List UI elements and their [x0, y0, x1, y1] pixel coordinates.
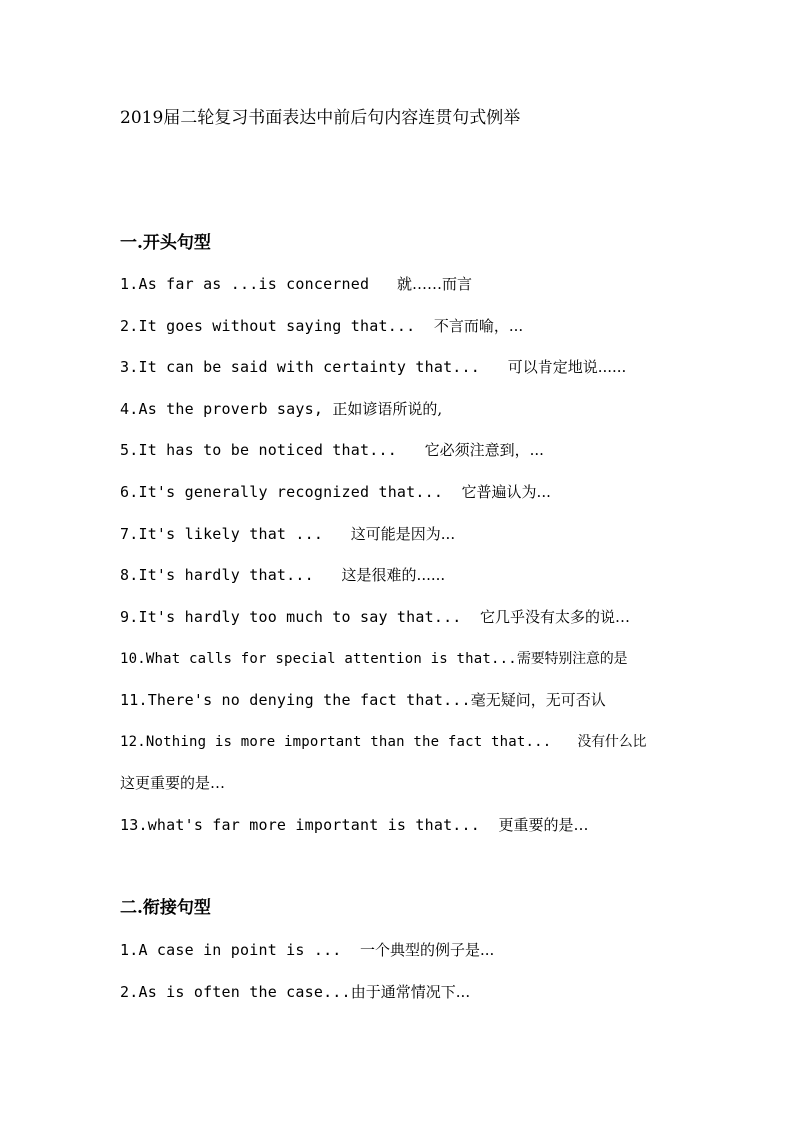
sentence-line — [120, 397, 442, 421]
sentence-line — [120, 813, 588, 837]
sentence-line — [120, 438, 544, 462]
english-phrase: 2.As is often the case... — [120, 983, 351, 1001]
sentence-line — [120, 605, 630, 629]
english-phrase: 13.what's far more important is that... — [120, 816, 499, 834]
sentence-line — [120, 647, 627, 671]
sentence-line — [120, 522, 455, 546]
chinese-translation: 这更重要的是… — [120, 774, 226, 792]
english-phrase: 2.It goes without saying that... — [120, 317, 434, 335]
sentence-line — [120, 688, 606, 712]
chinese-translation: 这可能是因为... — [350, 525, 456, 543]
chinese-translation: 它几乎没有太多的说… — [480, 608, 631, 626]
sentence-line — [120, 355, 626, 379]
english-phrase: 10.What calls for special attention is that... — [120, 651, 517, 667]
sentence-line — [120, 730, 646, 754]
sentence-line — [120, 980, 470, 1004]
sentence-line — [120, 563, 445, 587]
chinese-translation: 一个典型的例子是... — [360, 941, 495, 959]
english-phrase: 6.It's generally recognized that... — [120, 483, 462, 501]
english-phrase: 12.Nothing is more important than the fact that... — [120, 734, 578, 750]
english-phrase: 7.It's likely that ... — [120, 525, 351, 543]
chinese-translation: 就……而言 — [396, 275, 472, 293]
sentence-line — [120, 272, 472, 296]
english-phrase: 8.It's hardly that... — [120, 566, 342, 584]
chinese-translation: 不言而喻，... — [433, 317, 524, 335]
english-phrase: 1.As far as ...is concerned — [120, 275, 397, 293]
chinese-translation: 可以肯定地说...... — [507, 358, 627, 376]
english-phrase: 3.It can be said with certainty that... — [120, 358, 508, 376]
section-heading-transition: 二.衔接句型 — [120, 898, 211, 918]
chinese-translation: 这是很难的...... — [341, 566, 446, 584]
chinese-translation: 它普遍认为... — [461, 483, 551, 501]
chinese-translation: 正如谚语所说的, — [332, 400, 443, 418]
sentence-line-continuation — [120, 771, 225, 795]
chinese-translation: 更重要的是… — [498, 816, 589, 834]
chinese-translation: 需要特别注意的是 — [516, 651, 628, 667]
section-heading-opening: 一.开头句型 — [120, 233, 211, 253]
chinese-translation: 它必须注意到，... — [424, 441, 544, 459]
sentence-line — [120, 314, 523, 338]
english-phrase: 5.It has to be noticed that... — [120, 441, 425, 459]
chinese-translation: 毫无疑问，无可否认 — [470, 691, 606, 709]
sentence-line — [120, 480, 551, 504]
english-phrase: 9.It's hardly too much to say that... — [120, 608, 480, 626]
english-phrase: 11.There's no denying the fact that... — [120, 691, 471, 709]
english-phrase: 1.A case in point is ... — [120, 941, 360, 959]
english-phrase: 4.As the proverb says, — [120, 400, 333, 418]
chinese-translation: 由于通常情况下... — [350, 983, 471, 1001]
chinese-translation: 没有什么比 — [577, 734, 647, 750]
document-title: 2019届二轮复习书面表达中前后句内容连贯句式例举 — [120, 108, 521, 128]
sentence-line — [120, 938, 494, 962]
